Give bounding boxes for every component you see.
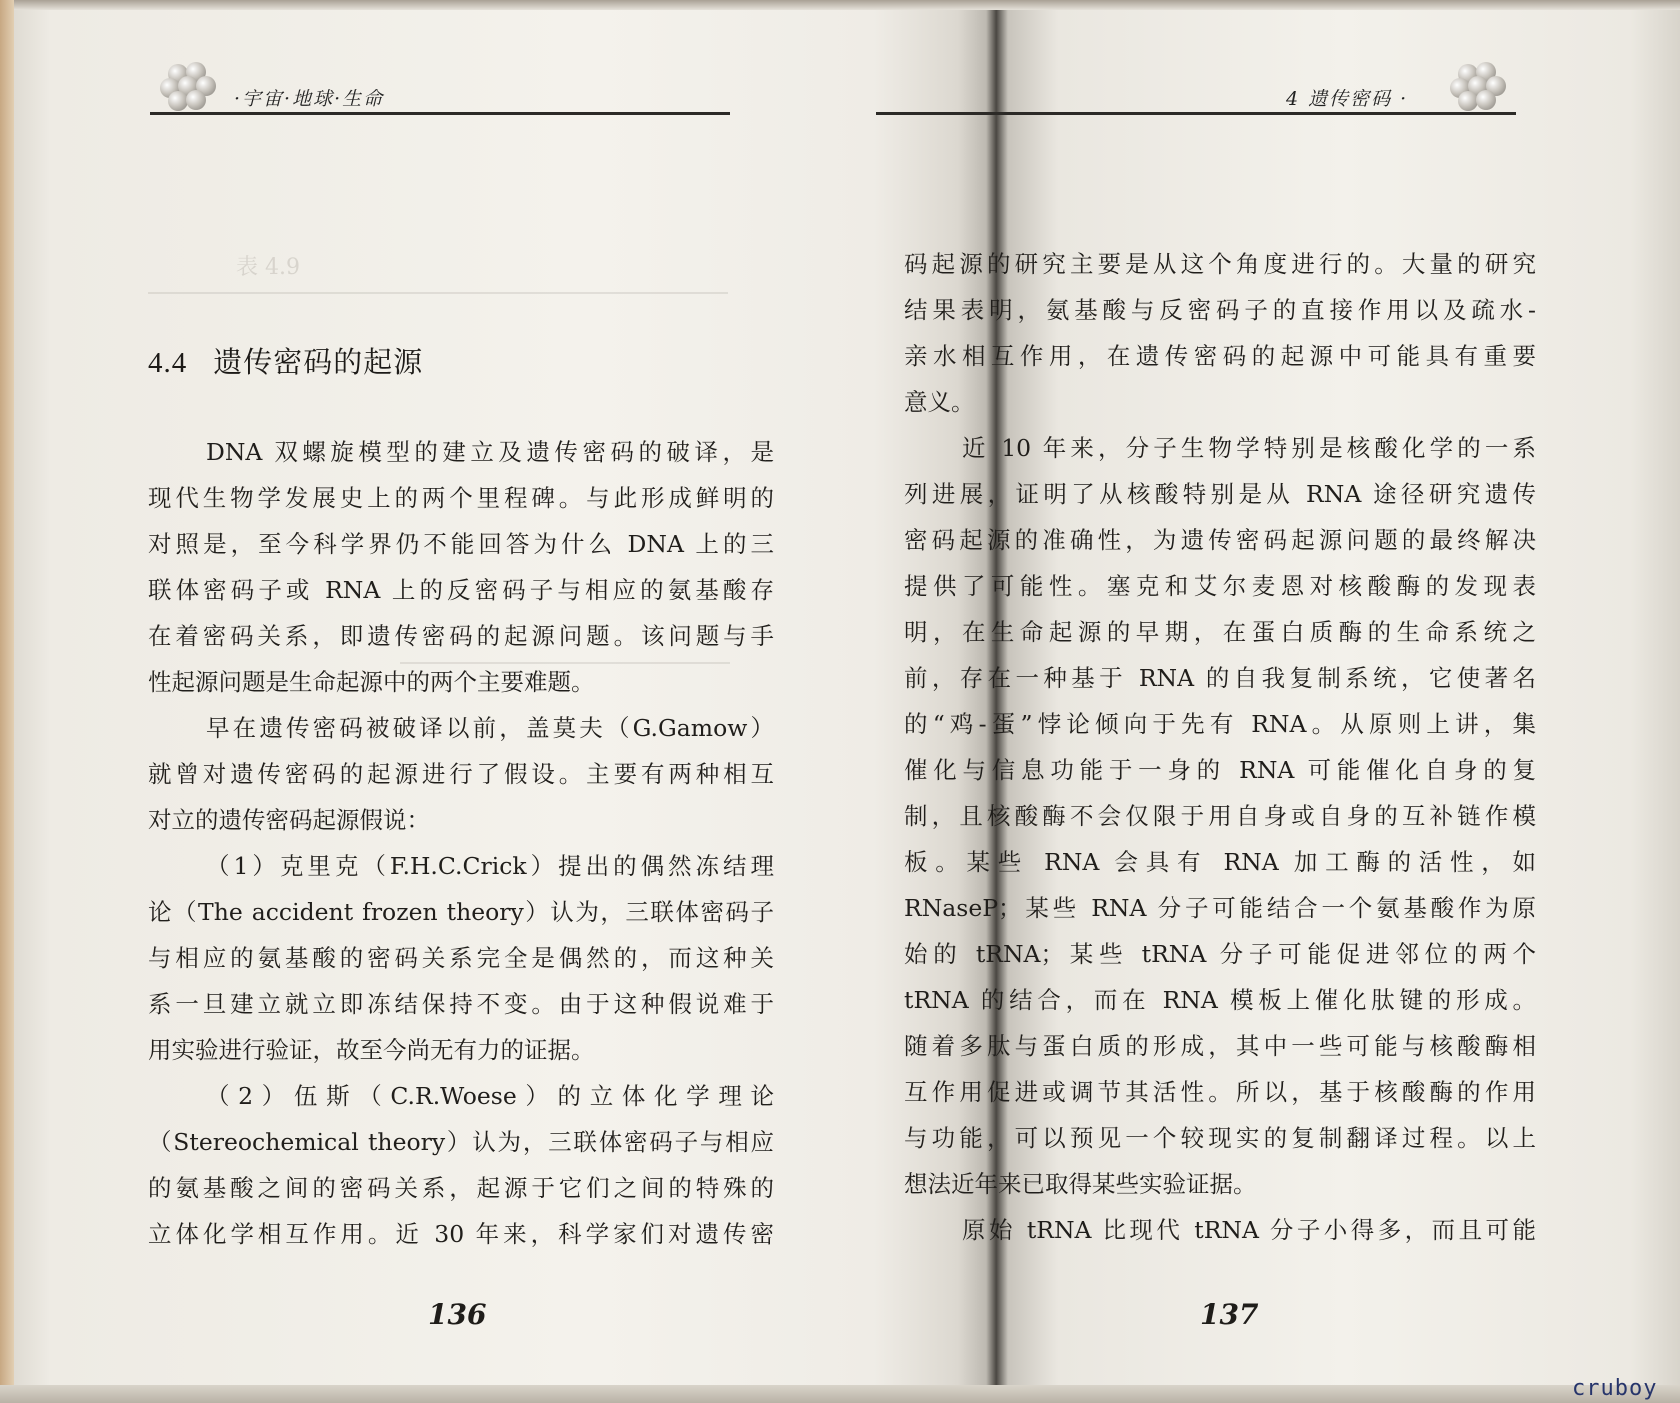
text-line: 码起源的研究主要是从这个角度进行的。大量的研究: [904, 250, 1536, 278]
text-line: RNaseP；某些 RNA 分子可能结合一个氨基酸作为原: [904, 894, 1536, 922]
molecule-cluster-icon: [1450, 60, 1510, 112]
text-line: 的“鸡-蛋”悖论倾向于先有 RNA。从原则上讲，集: [904, 710, 1536, 738]
show-through-rule: [400, 662, 730, 664]
show-through-rule: [148, 292, 728, 294]
text-line: 在着密码关系，即遗传密码的起源问题。该问题与手: [148, 622, 774, 650]
running-head-right: 4 遗传密码 ·: [1286, 88, 1409, 110]
left-page: [0, 0, 820, 1403]
header-rule-right: [876, 112, 1516, 115]
text-line: 现代生物学发展史上的两个里程碑。与此形成鲜明的: [148, 484, 774, 512]
text-line: 对立的遗传密码起源假说：: [148, 806, 430, 834]
text-line: 随着多肽与蛋白质的形成，其中一些可能与核酸酶相: [904, 1032, 1536, 1060]
text-line: 原始 tRNA 比现代 tRNA 分子小得多，而且可能: [962, 1216, 1536, 1244]
page-number-left: 136: [428, 1298, 487, 1331]
text-line: 提供了可能性。塞克和艾尔麦恩对核酸酶的发现表: [904, 572, 1536, 600]
text-line: 亲水相互作用，在遗传密码的起源中可能具有重要: [904, 342, 1536, 370]
text-line: 与相应的氨基酸的密码关系完全是偶然的，而这种关: [148, 944, 774, 972]
text-line: 性起源问题是生命起源中的两个主要难题。: [148, 668, 595, 696]
text-line: （2）伍斯（C.R.Woese）的立体化学理论: [206, 1082, 774, 1110]
text-line: （Stereochemical theory）认为，三联体密码子与相应: [148, 1128, 774, 1156]
watermark-text: cruboy: [1572, 1376, 1658, 1401]
text-line: 用实验进行验证，故至今尚无有力的证据。: [148, 1036, 595, 1064]
right-page: [826, 0, 1680, 1403]
section-number: 4.4: [148, 347, 188, 379]
show-through-text: 表 4.9: [148, 255, 659, 280]
text-line: 立体化学相互作用。近 30 年来，科学家们对遗传密: [148, 1220, 774, 1248]
text-line: 联体密码子或 RNA 上的反密码子与相应的氨基酸存: [148, 576, 774, 604]
text-line: （1）克里克（F.H.C.Crick）提出的偶然冻结理: [206, 852, 774, 880]
text-line: 想法近年来已取得某些实验证据。: [904, 1170, 1257, 1198]
text-line: 的氨基酸之间的密码关系，起源于它们之间的特殊的: [148, 1174, 774, 1202]
text-line: 结果表明，氨基酸与反密码子的直接作用以及疏水-: [904, 296, 1536, 324]
text-line: 密码起源的准确性，为遗传密码起源问题的最终解决: [904, 526, 1536, 554]
text-line: 制，且核酸酶不会仅限于用自身或自身的互补链作模: [904, 802, 1536, 830]
text-line: 前，存在一种基于 RNA 的自我复制系统，它使著名: [904, 664, 1536, 692]
text-line: 板。某些 RNA 会具有 RNA 加工酶的活性，如: [904, 848, 1536, 876]
header-rule-left: [150, 112, 730, 115]
text-line: 早在遗传密码被破译以前，盖莫夫（G.Gamow）: [206, 714, 774, 742]
text-line: 系一旦建立就立即冻结保持不变。由于这种假说难于: [148, 990, 774, 1018]
text-line: 就曾对遗传密码的起源进行了假设。主要有两种相互: [148, 760, 774, 788]
text-line: 意义。: [904, 388, 975, 416]
text-line: 始的 tRNA；某些 tRNA 分子可能促进邻位的两个: [904, 940, 1536, 968]
text-line: 与功能，可以预见一个较现实的复制翻译过程。以上: [904, 1124, 1536, 1152]
text-line: 对照是，至今科学界仍不能回答为什么 DNA 上的三: [148, 530, 774, 558]
text-line: 近 10 年来，分子生物学特别是核酸化学的一系: [962, 434, 1536, 462]
text-line: 互作用促进或调节其活性。所以，基于核酸酶的作用: [904, 1078, 1536, 1106]
section-title: 遗传密码的起源: [213, 345, 424, 379]
text-line: DNA 双螺旋模型的建立及遗传密码的破译，是: [206, 438, 774, 466]
text-line: 明，在生命起源的早期，在蛋白质酶的生命系统之: [904, 618, 1536, 646]
text-line: 列进展，证明了从核酸特别是从 RNA 途径研究遗传: [904, 480, 1536, 508]
text-line: 论（The accident frozen theory）认为，三联体密码子: [148, 898, 774, 926]
molecule-cluster-icon: [160, 60, 220, 112]
text-line: tRNA 的结合，而在 RNA 模板上催化肽键的形成。: [904, 986, 1536, 1014]
text-line: 催化与信息功能于一身的 RNA 可能催化自身的复: [904, 756, 1536, 784]
page-number-right: 137: [1200, 1298, 1259, 1331]
book-bottom-edge: [0, 1385, 1680, 1403]
section-heading: [148, 340, 423, 381]
running-head-left: ·宇宙·地球·生命: [234, 88, 385, 110]
